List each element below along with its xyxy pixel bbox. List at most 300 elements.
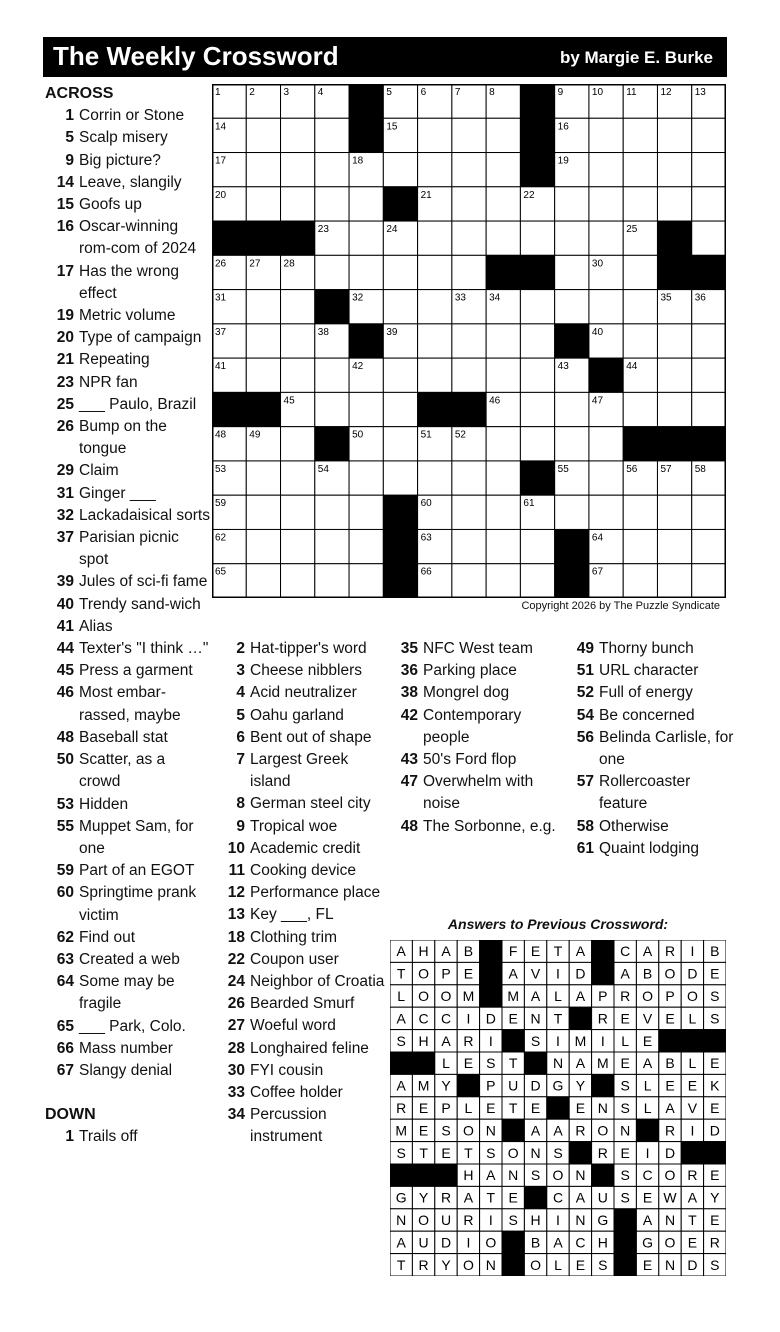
grid-cell[interactable] <box>281 324 315 358</box>
grid-block <box>383 187 417 221</box>
clue-number: 9 <box>65 151 74 169</box>
grid-cell[interactable] <box>383 392 417 426</box>
down-clue-list-4 <box>565 638 740 860</box>
grid-cell[interactable] <box>623 153 657 187</box>
cell-number: 21 <box>420 189 432 201</box>
clue-item <box>45 505 210 527</box>
answer-block <box>502 1030 524 1052</box>
grid-block <box>520 461 554 495</box>
clue-item <box>45 483 210 505</box>
cell-number: 63 <box>420 532 432 544</box>
answer-letter: O <box>462 1256 474 1273</box>
answer-letter: O <box>664 1234 676 1251</box>
grid-cell[interactable] <box>555 427 589 461</box>
clue-text: Academic credit <box>250 839 361 857</box>
grid-cell[interactable] <box>281 529 315 563</box>
grid-cell[interactable] <box>486 324 520 358</box>
clue-number: 13 <box>227 906 245 924</box>
grid-cell[interactable] <box>246 324 280 358</box>
clue-item <box>45 127 210 149</box>
grid-cell[interactable] <box>418 153 452 187</box>
answer-letter: B <box>463 943 474 960</box>
grid-cell[interactable] <box>486 495 520 529</box>
grid-cell[interactable] <box>520 564 554 598</box>
grid-block <box>452 392 486 426</box>
answer-block <box>681 1142 703 1164</box>
clue-text: Largest Greek island <box>250 751 349 791</box>
grid-cell[interactable] <box>246 564 280 598</box>
clue-number: 49 <box>576 640 594 657</box>
cell-number: 37 <box>215 326 227 338</box>
grid-cell[interactable] <box>486 153 520 187</box>
grid-cell[interactable] <box>657 529 691 563</box>
answer-block <box>614 1209 636 1231</box>
grid-cell[interactable] <box>623 187 657 221</box>
answer-letter: I <box>600 1032 605 1049</box>
answer-block <box>614 1231 636 1253</box>
answer-block <box>704 1030 726 1052</box>
grid-cell[interactable] <box>555 255 589 289</box>
grid-cell[interactable] <box>315 392 349 426</box>
clue-item <box>45 971 210 1015</box>
grid-cell[interactable] <box>452 529 486 563</box>
grid-cell[interactable] <box>315 564 349 598</box>
grid-cell[interactable] <box>281 153 315 187</box>
answer-letter: C <box>440 1010 452 1027</box>
grid-block <box>520 118 554 152</box>
clue-number: 32 <box>56 506 74 524</box>
grid-cell[interactable] <box>486 427 520 461</box>
cell-number: 42 <box>352 361 364 373</box>
grid-cell[interactable] <box>520 324 554 358</box>
answer-letter: P <box>486 1077 496 1094</box>
answer-block <box>592 1164 614 1186</box>
down-clues-column-4 <box>565 638 740 860</box>
grid-cell[interactable] <box>452 118 486 152</box>
clue-item <box>45 416 210 460</box>
grid-cell[interactable] <box>692 495 726 529</box>
clue-text: Type of campaign <box>79 329 202 347</box>
grid-cell[interactable] <box>349 495 383 529</box>
grid-cell[interactable] <box>418 290 452 324</box>
grid-cell[interactable] <box>486 187 520 221</box>
answer-letter: E <box>710 1055 720 1072</box>
clue-number: 67 <box>56 1061 74 1079</box>
grid-cell[interactable] <box>520 529 554 563</box>
answer-letter: R <box>440 1189 452 1206</box>
grid-cell[interactable] <box>452 324 486 358</box>
grid-cell[interactable] <box>589 290 623 324</box>
answer-letter: H <box>597 1234 608 1251</box>
clue-text: Lackadaisical sorts <box>79 506 210 524</box>
grid-cell[interactable] <box>246 529 280 563</box>
answer-letter: G <box>395 1189 407 1206</box>
clue-item <box>216 882 386 904</box>
grid-cell[interactable] <box>657 392 691 426</box>
clue-item <box>216 860 386 882</box>
cell-number: 13 <box>694 87 706 98</box>
grid-cell[interactable] <box>281 290 315 324</box>
answer-letter: C <box>552 1189 564 1206</box>
grid-cell[interactable] <box>555 392 589 426</box>
answer-letter: P <box>598 988 608 1004</box>
answer-letter: E <box>418 1100 429 1116</box>
clue-item <box>45 794 210 816</box>
grid-cell[interactable] <box>520 427 554 461</box>
cell-number: 11 <box>626 87 637 98</box>
answer-letter: L <box>643 1077 652 1094</box>
clue-text: Muppet Sam, for one <box>79 817 194 857</box>
grid-cell[interactable] <box>246 358 280 392</box>
clue-item <box>216 1038 386 1060</box>
clue-number: 30 <box>227 1061 245 1079</box>
clue-text: Big picture? <box>79 151 161 169</box>
grid-cell[interactable] <box>657 187 691 221</box>
clue-number: 25 <box>56 395 74 413</box>
grid-block <box>383 529 417 563</box>
answer-letter: R <box>463 1212 474 1228</box>
grid-cell[interactable] <box>383 255 417 289</box>
grid-cell[interactable] <box>589 221 623 255</box>
answer-letter: N <box>530 1144 541 1161</box>
grid-cell[interactable] <box>486 118 520 152</box>
grid-cell[interactable] <box>657 495 691 529</box>
clue-text: Contemporary people <box>423 706 522 746</box>
answer-block <box>412 1052 434 1074</box>
cell-number: 6 <box>420 87 427 98</box>
grid-cell[interactable] <box>692 564 726 598</box>
clue-item <box>216 1082 386 1104</box>
grid-cell[interactable] <box>349 221 383 255</box>
clue-item <box>45 1126 210 1148</box>
answer-letter: E <box>508 1189 518 1206</box>
grid-cell[interactable] <box>589 427 623 461</box>
grid-cell[interactable] <box>349 564 383 598</box>
clue-item <box>216 682 386 704</box>
clue-number: 10 <box>227 839 245 857</box>
grid-block <box>315 290 349 324</box>
clue-item <box>45 860 210 882</box>
grid-cell[interactable] <box>418 255 452 289</box>
answer-letter: S <box>620 1100 630 1116</box>
grid-cell[interactable] <box>315 495 349 529</box>
grid-cell[interactable] <box>589 461 623 495</box>
answer-letter: R <box>418 1256 429 1273</box>
clue-item <box>45 349 210 371</box>
grid-cell[interactable] <box>452 461 486 495</box>
down-clues-column-3 <box>389 638 569 838</box>
answer-letter: C <box>642 1167 653 1184</box>
grid-cell[interactable] <box>246 118 280 152</box>
clue-item <box>45 660 210 682</box>
grid-cell[interactable] <box>418 118 452 152</box>
clue-item <box>45 105 210 127</box>
grid-cell[interactable] <box>623 255 657 289</box>
grid-cell[interactable] <box>555 221 589 255</box>
grid-cell[interactable] <box>520 221 554 255</box>
clue-text: Bent out of shape <box>250 728 372 746</box>
grid-cell[interactable] <box>281 495 315 529</box>
clue-number: 11 <box>228 862 245 880</box>
grid-cell[interactable] <box>486 221 520 255</box>
answer-letter: A <box>553 1122 563 1139</box>
answer-letter: B <box>642 965 653 982</box>
clue-item <box>45 216 210 260</box>
grid-cell[interactable] <box>315 529 349 563</box>
grid-cell[interactable] <box>692 118 726 152</box>
answer-letter: A <box>575 943 586 960</box>
grid-cell[interactable] <box>555 495 589 529</box>
grid-cell[interactable] <box>692 221 726 255</box>
grid-cell[interactable] <box>623 495 657 529</box>
grid-cell[interactable] <box>349 461 383 495</box>
answer-letter: R <box>687 1167 698 1184</box>
grid-cell[interactable] <box>246 153 280 187</box>
grid-cell[interactable] <box>657 153 691 187</box>
grid-cell[interactable] <box>623 564 657 598</box>
cell-number: 10 <box>591 87 604 98</box>
grid-cell[interactable] <box>692 324 726 358</box>
grid-block <box>657 255 691 289</box>
grid-cell[interactable] <box>452 495 486 529</box>
grid-cell[interactable] <box>520 392 554 426</box>
grid-block <box>692 255 726 289</box>
answer-letter: I <box>556 1032 560 1049</box>
clue-number: 64 <box>56 973 74 991</box>
clue-number: 57 <box>576 773 594 791</box>
clue-item <box>389 771 569 815</box>
grid-cell[interactable] <box>281 564 315 598</box>
grid-cell[interactable] <box>246 187 280 221</box>
grid-cell[interactable] <box>281 118 315 152</box>
grid-cell[interactable] <box>349 392 383 426</box>
grid-cell[interactable] <box>383 461 417 495</box>
grid-cell[interactable] <box>315 187 349 221</box>
clue-number: 2 <box>236 640 245 657</box>
grid-cell[interactable] <box>486 358 520 392</box>
grid-block <box>623 427 657 461</box>
answer-letter: O <box>418 965 430 982</box>
grid-block <box>281 221 315 255</box>
clue-text: Hat-tipper's word <box>250 640 367 657</box>
answer-letter: D <box>440 1234 452 1251</box>
grid-cell[interactable] <box>452 358 486 392</box>
clue-text: Cheese nibblers <box>250 662 363 680</box>
grid-cell[interactable] <box>315 255 349 289</box>
answer-letter: I <box>690 943 695 960</box>
clue-number: 60 <box>56 884 74 902</box>
answer-letter: N <box>620 1122 631 1139</box>
grid-cell[interactable] <box>692 153 726 187</box>
grid-cell[interactable] <box>657 324 691 358</box>
grid-cell[interactable] <box>623 529 657 563</box>
answer-letter: L <box>554 988 562 1004</box>
grid-block <box>520 84 554 118</box>
grid-block <box>486 255 520 289</box>
grid-cell[interactable] <box>555 187 589 221</box>
grid-block <box>349 324 383 358</box>
grid-cell[interactable] <box>315 358 349 392</box>
grid-cell[interactable] <box>452 221 486 255</box>
clue-text: Performance place <box>250 884 381 902</box>
cell-number: 66 <box>420 566 432 578</box>
grid-cell[interactable] <box>452 255 486 289</box>
grid-cell[interactable] <box>281 358 315 392</box>
clue-number: 24 <box>227 973 245 991</box>
grid-cell[interactable] <box>692 392 726 426</box>
clue-text: Goofs up <box>79 196 142 214</box>
clue-text: German steel city <box>250 795 371 813</box>
grid-cell[interactable] <box>589 495 623 529</box>
across-clue-list <box>45 105 210 1082</box>
grid-cell[interactable] <box>383 290 417 324</box>
answer-block <box>636 1119 658 1141</box>
clue-item <box>45 616 210 638</box>
grid-cell[interactable] <box>452 187 486 221</box>
grid-cell[interactable] <box>349 255 383 289</box>
grid-cell[interactable] <box>589 153 623 187</box>
down-clue-list-1 <box>45 1126 210 1148</box>
grid-cell[interactable] <box>623 290 657 324</box>
clue-number: 58 <box>576 817 594 835</box>
grid-cell[interactable] <box>383 153 417 187</box>
grid-cell[interactable] <box>520 290 554 324</box>
cell-number: 41 <box>215 361 227 373</box>
answer-letter: Y <box>441 1256 451 1273</box>
answer-letter: T <box>396 1256 406 1273</box>
grid-cell[interactable] <box>486 529 520 563</box>
clue-number: 5 <box>236 706 245 724</box>
answer-letter: Y <box>575 1077 586 1094</box>
grid-cell[interactable] <box>418 221 452 255</box>
grid-cell[interactable] <box>349 187 383 221</box>
answer-letter: S <box>710 988 720 1004</box>
answer-letter: D <box>530 1077 541 1094</box>
clue-text: Longhaired feline <box>250 1039 369 1057</box>
answer-letter: A <box>530 988 541 1004</box>
clue-number: 46 <box>56 684 74 702</box>
grid-cell[interactable] <box>349 529 383 563</box>
grid-cell[interactable] <box>623 118 657 152</box>
clue-text: Rollercoaster feature <box>599 773 691 813</box>
clue-item <box>45 261 210 305</box>
answer-letter: E <box>710 1167 720 1184</box>
grid-cell[interactable] <box>657 118 691 152</box>
clue-item <box>216 727 386 749</box>
grid-cell[interactable] <box>281 427 315 461</box>
cell-number: 4 <box>317 87 324 98</box>
clue-text: The Sorbonne, e.g. <box>423 817 556 835</box>
answer-letter: U <box>508 1077 519 1094</box>
grid-cell[interactable] <box>281 461 315 495</box>
clue-text: Trendy sand-wich <box>79 595 201 613</box>
grid-cell[interactable] <box>589 187 623 221</box>
grid-cell[interactable] <box>452 564 486 598</box>
grid-cell[interactable] <box>692 529 726 563</box>
clue-text: Mongrel dog <box>423 684 510 702</box>
answer-letter: A <box>642 943 653 960</box>
answer-block <box>480 940 502 962</box>
grid-block <box>212 392 246 426</box>
clue-item <box>45 1016 210 1038</box>
clue-text: ___ Paulo, Brazil <box>79 395 197 413</box>
grid-cell[interactable] <box>555 290 589 324</box>
answer-letter: L <box>621 1032 630 1049</box>
cell-number: 28 <box>283 258 295 270</box>
answer-letter: N <box>664 1212 676 1228</box>
grid-cell[interactable] <box>692 358 726 392</box>
answer-letter: E <box>620 1055 630 1072</box>
answer-block <box>681 1030 703 1052</box>
clue-item <box>389 682 569 704</box>
answer-letter: A <box>441 943 451 960</box>
grid-cell[interactable] <box>383 427 417 461</box>
grid-cell[interactable] <box>315 118 349 152</box>
answer-letter: N <box>485 1122 496 1139</box>
grid-cell[interactable] <box>520 358 554 392</box>
clue-item <box>45 727 210 749</box>
grid-cell[interactable] <box>486 461 520 495</box>
clue-item <box>45 372 210 394</box>
answer-letter: A <box>665 1100 675 1116</box>
answer-letter: E <box>463 965 474 982</box>
clue-number: 59 <box>56 862 74 880</box>
answer-letter: E <box>642 1032 653 1049</box>
answer-letter: I <box>466 1010 471 1027</box>
grid-cell[interactable] <box>657 564 691 598</box>
grid-cell[interactable] <box>281 187 315 221</box>
clue-number: 29 <box>56 462 74 480</box>
grid-cell[interactable] <box>589 118 623 152</box>
clue-number: 48 <box>400 817 418 835</box>
grid-cell[interactable] <box>657 358 691 392</box>
answer-letter: M <box>596 1055 609 1072</box>
clue-item <box>45 816 210 860</box>
grid-cell[interactable] <box>315 153 349 187</box>
answer-letter: N <box>575 1212 586 1228</box>
grid-cell[interactable] <box>623 392 657 426</box>
grid-cell[interactable] <box>486 564 520 598</box>
clue-number: 56 <box>576 728 594 746</box>
grid-cell[interactable] <box>246 290 280 324</box>
grid-cell[interactable] <box>418 461 452 495</box>
grid-cell[interactable] <box>246 495 280 529</box>
answer-letter: R <box>620 988 631 1004</box>
grid-cell[interactable] <box>418 358 452 392</box>
grid-block <box>520 153 554 187</box>
grid-cell[interactable] <box>692 187 726 221</box>
answer-letter: U <box>597 1189 608 1206</box>
clue-item <box>216 660 386 682</box>
grid-block <box>555 324 589 358</box>
answer-letter: D <box>485 1010 496 1027</box>
grid-cell[interactable] <box>246 461 280 495</box>
cell-number: 33 <box>454 292 466 304</box>
crossword-grid[interactable] <box>212 84 726 598</box>
answer-letter: L <box>554 1256 562 1273</box>
grid-cell[interactable] <box>418 324 452 358</box>
grid-cell[interactable] <box>452 153 486 187</box>
answer-letter: B <box>665 1055 675 1072</box>
answer-letter: R <box>396 1100 407 1116</box>
grid-cell[interactable] <box>623 324 657 358</box>
answer-block <box>480 985 502 1007</box>
answer-block <box>390 1164 412 1186</box>
clue-item <box>45 150 210 172</box>
cell-number: 3 <box>283 87 290 98</box>
answer-letter: S <box>553 1144 563 1161</box>
grid-cell[interactable] <box>383 358 417 392</box>
